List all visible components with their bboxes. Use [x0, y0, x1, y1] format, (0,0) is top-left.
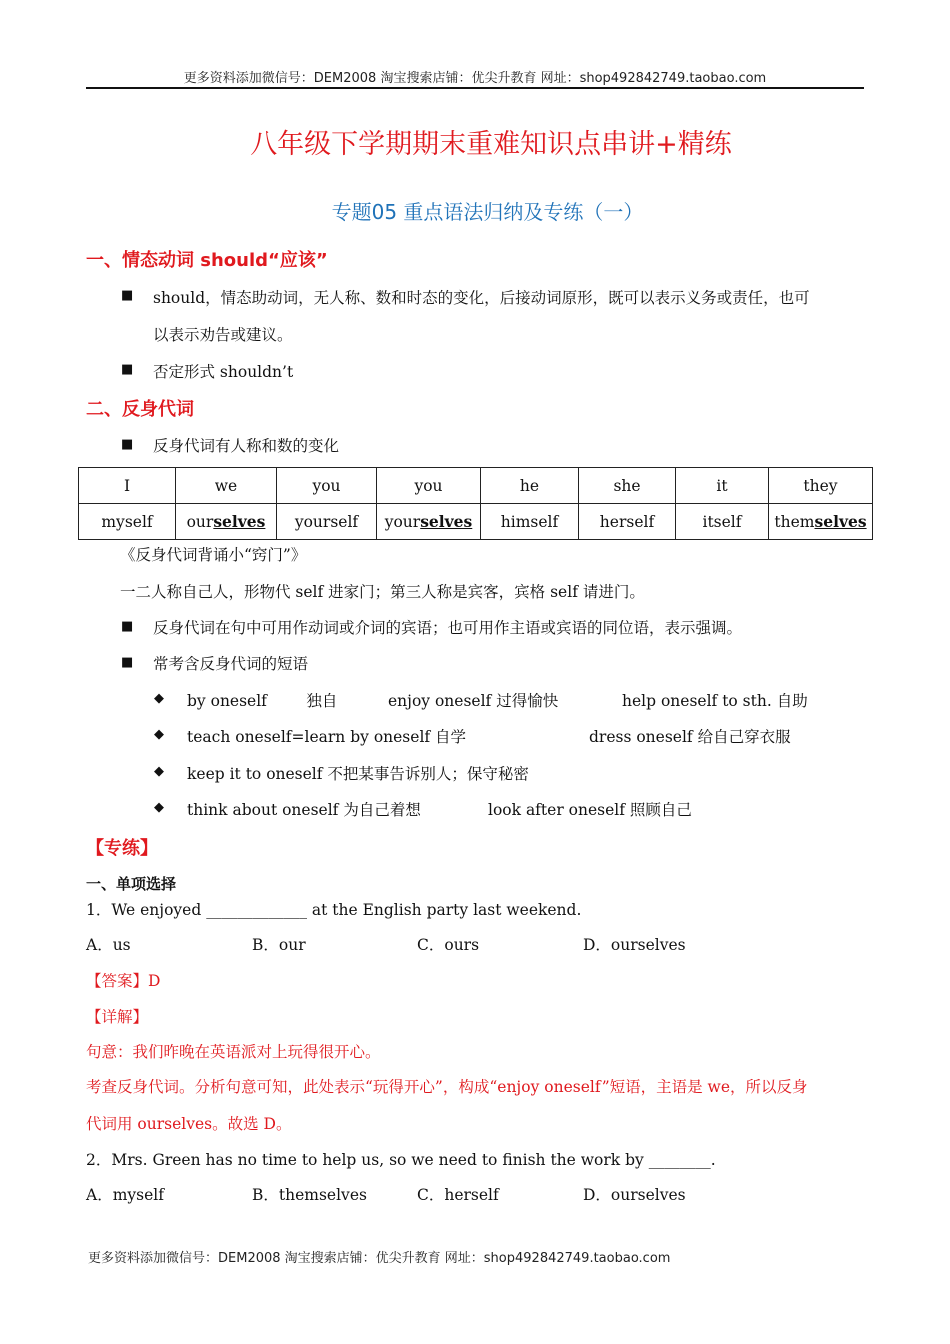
question-2-option-a: A．myself [86, 1186, 164, 1204]
section1-bullet1-line2: 以表示劝告或建议。 [153, 326, 293, 344]
table-cell: you [377, 468, 481, 504]
diamond-bullet-icon: ◆ [154, 764, 164, 779]
phrase-look-after-oneself: look after oneself 照顾自己 [488, 801, 692, 819]
page-subtitle: 专题05 重点语法归纳及专练（一） [331, 200, 644, 224]
diamond-bullet-icon: ◆ [154, 800, 164, 815]
table-cell [769, 504, 873, 540]
table-cell: himself [481, 504, 579, 540]
table-cell [176, 504, 277, 540]
cell-stem: your [384, 513, 421, 531]
table-cell [377, 504, 481, 540]
question-1-stem: 1．We enjoyed _____________ at the English party last weekend. [86, 901, 582, 919]
header-rule [86, 87, 864, 89]
cell-suffix: selves [814, 512, 867, 531]
page-header: 更多资料添加微信号：DEM2008 淘宝搜索店铺：优尖升教育 网址：shop492842749.taobao.com [183, 71, 767, 86]
phrase-keep-it-to-oneself: keep it to oneself 不把某事告诉别人；保守秘密 [187, 765, 529, 783]
phrase-dress-oneself: dress oneself 给自己穿衣服 [589, 728, 791, 746]
section2-bullet2: 反身代词在句中可用作动词或介词的宾语；也可用作主语或宾语的同位语，表示强调。 [153, 619, 743, 637]
question-1-explain-line1: 句意：我们昨晚在英语派对上玩得很开心。 [86, 1043, 381, 1061]
square-bullet-icon: ■ [121, 437, 134, 452]
table-row [79, 504, 873, 540]
mnemonic-text: 一二人称自己人，形物代 self 进家门；第三人称是宾客，宾格 self 请进门。 [120, 583, 645, 601]
diamond-bullet-icon: ◆ [154, 727, 164, 742]
diamond-bullet-icon: ◆ [154, 691, 164, 706]
phrase-enjoy-oneself: enjoy oneself 过得愉快 [388, 692, 559, 710]
reflexive-pronoun-table [78, 467, 873, 540]
phrase-by-oneself: by oneself 独自 [187, 692, 338, 710]
table-cell: he [481, 468, 579, 504]
cell-suffix: selves [420, 512, 473, 531]
question-1-option-d: D．ourselves [583, 936, 686, 954]
question-1-option-b: B．our [252, 936, 306, 954]
section1-bullet1-line1: should，情态助动词，无人称、数和时态的变化，后接动词原形，既可以表示义务或责任，也可 [153, 289, 810, 307]
phrase-teach-oneself: teach oneself=learn by oneself 自学 [187, 728, 467, 746]
section2-heading: 二、反身代词 [86, 399, 194, 420]
table-cell: I [79, 468, 176, 504]
table-cell: she [579, 468, 676, 504]
practice-heading: 【专练】 [86, 838, 158, 859]
question-2-option-d: D．ourselves [583, 1186, 686, 1204]
question-2-stem: 2．Mrs. Green has no time to help us, so we need to finish the work by ________. [86, 1151, 716, 1169]
mnemonic-title: 《反身代词背诵小“窍门”》 [120, 546, 307, 564]
page-title: 八年级下学期期末重难知识点串讲+精练 [250, 129, 732, 160]
cell-stem: them [774, 513, 815, 531]
section1-heading: 一、情态动词 should“应该” [86, 250, 328, 271]
table-cell: we [176, 468, 277, 504]
section2-bullet3: 常考含反身代词的短语 [153, 655, 309, 673]
section1-bullet2: 否定形式 shouldn’t [153, 363, 294, 381]
question-1-option-c: C．ours [417, 936, 480, 954]
page-footer: 更多资料添加微信号：DEM2008 淘宝搜索店铺：优尖升教育 网址：shop492842749.taobao.com [88, 1251, 671, 1266]
square-bullet-icon: ■ [121, 362, 134, 377]
question-1-explain-label: 【详解】 [86, 1008, 149, 1026]
table-cell: they [769, 468, 873, 504]
table-row [79, 468, 873, 504]
question-1-answer: 【答案】D [86, 972, 161, 990]
question-1-explain-line3: 代词用 ourselves。故选 D。 [86, 1115, 292, 1133]
table-cell: yourself [277, 504, 377, 540]
phrase-help-oneself: help oneself to sth. 自助 [622, 692, 808, 710]
table-cell: you [277, 468, 377, 504]
cell-stem: our [186, 513, 214, 531]
question-1-option-a: A．us [86, 936, 131, 954]
square-bullet-icon: ■ [121, 288, 134, 303]
table-cell: it [676, 468, 769, 504]
cell-suffix: selves [213, 512, 266, 531]
square-bullet-icon: ■ [121, 655, 134, 670]
table-cell: myself [79, 504, 176, 540]
question-2-option-c: C．herself [417, 1186, 499, 1204]
phrase-think-about-oneself: think about oneself 为自己着想 [187, 801, 421, 819]
table-cell: herself [579, 504, 676, 540]
question-1-explain-line2: 考查反身代词。分析句意可知，此处表示“玩得开心”，构成“enjoy oneself”短语，主语是 we，所以反身 [86, 1078, 808, 1096]
square-bullet-icon: ■ [121, 619, 134, 634]
table-cell: itself [676, 504, 769, 540]
section2-bullet1: 反身代词有人称和数的变化 [153, 437, 340, 455]
question-2-option-b: B．themselves [252, 1186, 367, 1204]
part-title: 一、单项选择 [86, 875, 177, 893]
